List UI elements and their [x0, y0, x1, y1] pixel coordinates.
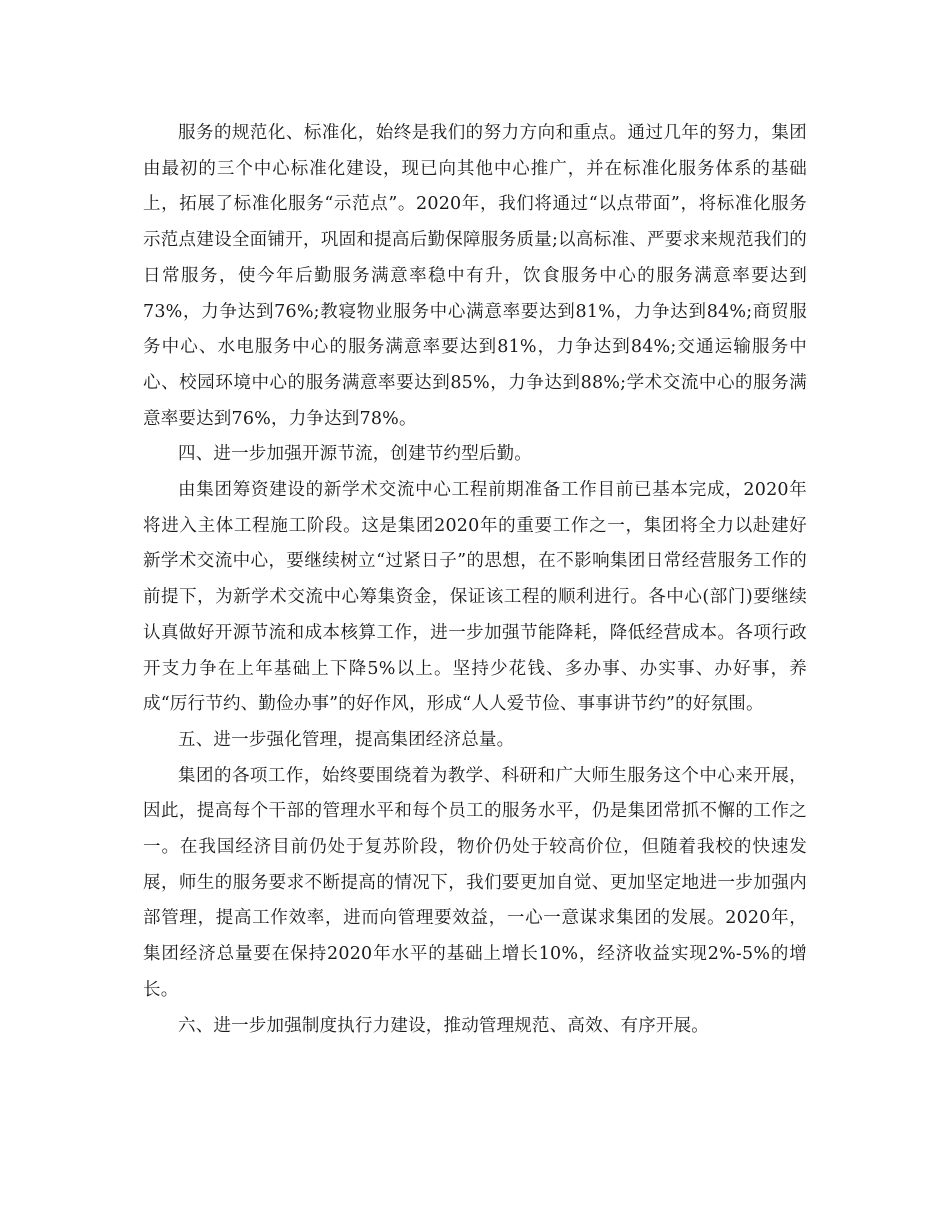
heading-section-5: 五、进一步强化管理，提高集团经济总量。 — [178, 729, 515, 750]
paragraph-academic-center: 由集团筹资建设的新学术交流中心工程前期准备工作目前已基本完成，2020年将进入主体工程施工阶段。这是集团2020年的重要工作之一，集团将全力以赴建好新学术交流中心，要继续树立“过紧日子”的思想，在不影响集团日常经营服务工作的前提下，为新学术交流中心筹集资金，保证该工程的顺利进行。各中心(部门)要继续认真做好开源节流和成本核算工作，进一步加强节能降耗，降低经营成本。各项行政开支力争在上年基础上下降5%以上。坚持少花钱、多办事、办实事、办好事，养成“厉行节约、勤俭办事”的好作风，形成“人人爱节俭、事事讲节约”的好氛围。 — [143, 480, 807, 715]
document-page — [143, 116, 807, 1044]
heading-section-4: 四、进一步加强开源节流，创建节约型后勤。 — [178, 444, 532, 465]
paragraph-management: 集团的各项工作，始终要围绕着为教学、科研和广大师生服务这个中心来开展，因此，提高每个干部的管理水平和每个员工的服务水平，仍是集团常抓不懈的工作之一。在我国经济目前仍处于复苏阶段，物价仍处于较高价位，但随着我校的快速发展，师生的服务要求不断提高的情况下，我们要更加自觉、更加坚定地进一步加强内部管理，提高工作效率，进而向管理要效益，一心一意谋求集团的发展。2020年，集团经济总量要在保持2020年水平的基础上增长10%，经济收益实现2%-5%的增长。 — [143, 765, 807, 1000]
heading-section-6: 六、进一步加强制度执行力建设，推动管理规范、高效、有序开展。 — [178, 1015, 709, 1036]
paragraph-service-standardization: 服务的规范化、标准化，始终是我们的努力方向和重点。通过几年的努力，集团由最初的三个中心标准化建设，现已向其他中心推广，并在标准化服务体系的基础上，拓展了标准化服务“示范点”。2020年，我们将通过“以点带面”，将标准化服务示范点建设全面铺开，巩固和提高后勤保障服务质量;以高标准、严要求来规范我们的日常服务，使今年后勤服务满意率稳中有升，饮食服务中心的服务满意率要达到73%，力争达到76%;教寝物业服务中心满意率要达到81%，力争达到84%;商贸服务中心、水电服务中心的服务满意率要达到81%，力争达到84%;交通运输服务中心、校园环境中心的服务满意率要达到85%，力争达到88%;学术交流中心的服务满意率要达到76%，力争达到78%。 — [143, 123, 807, 429]
